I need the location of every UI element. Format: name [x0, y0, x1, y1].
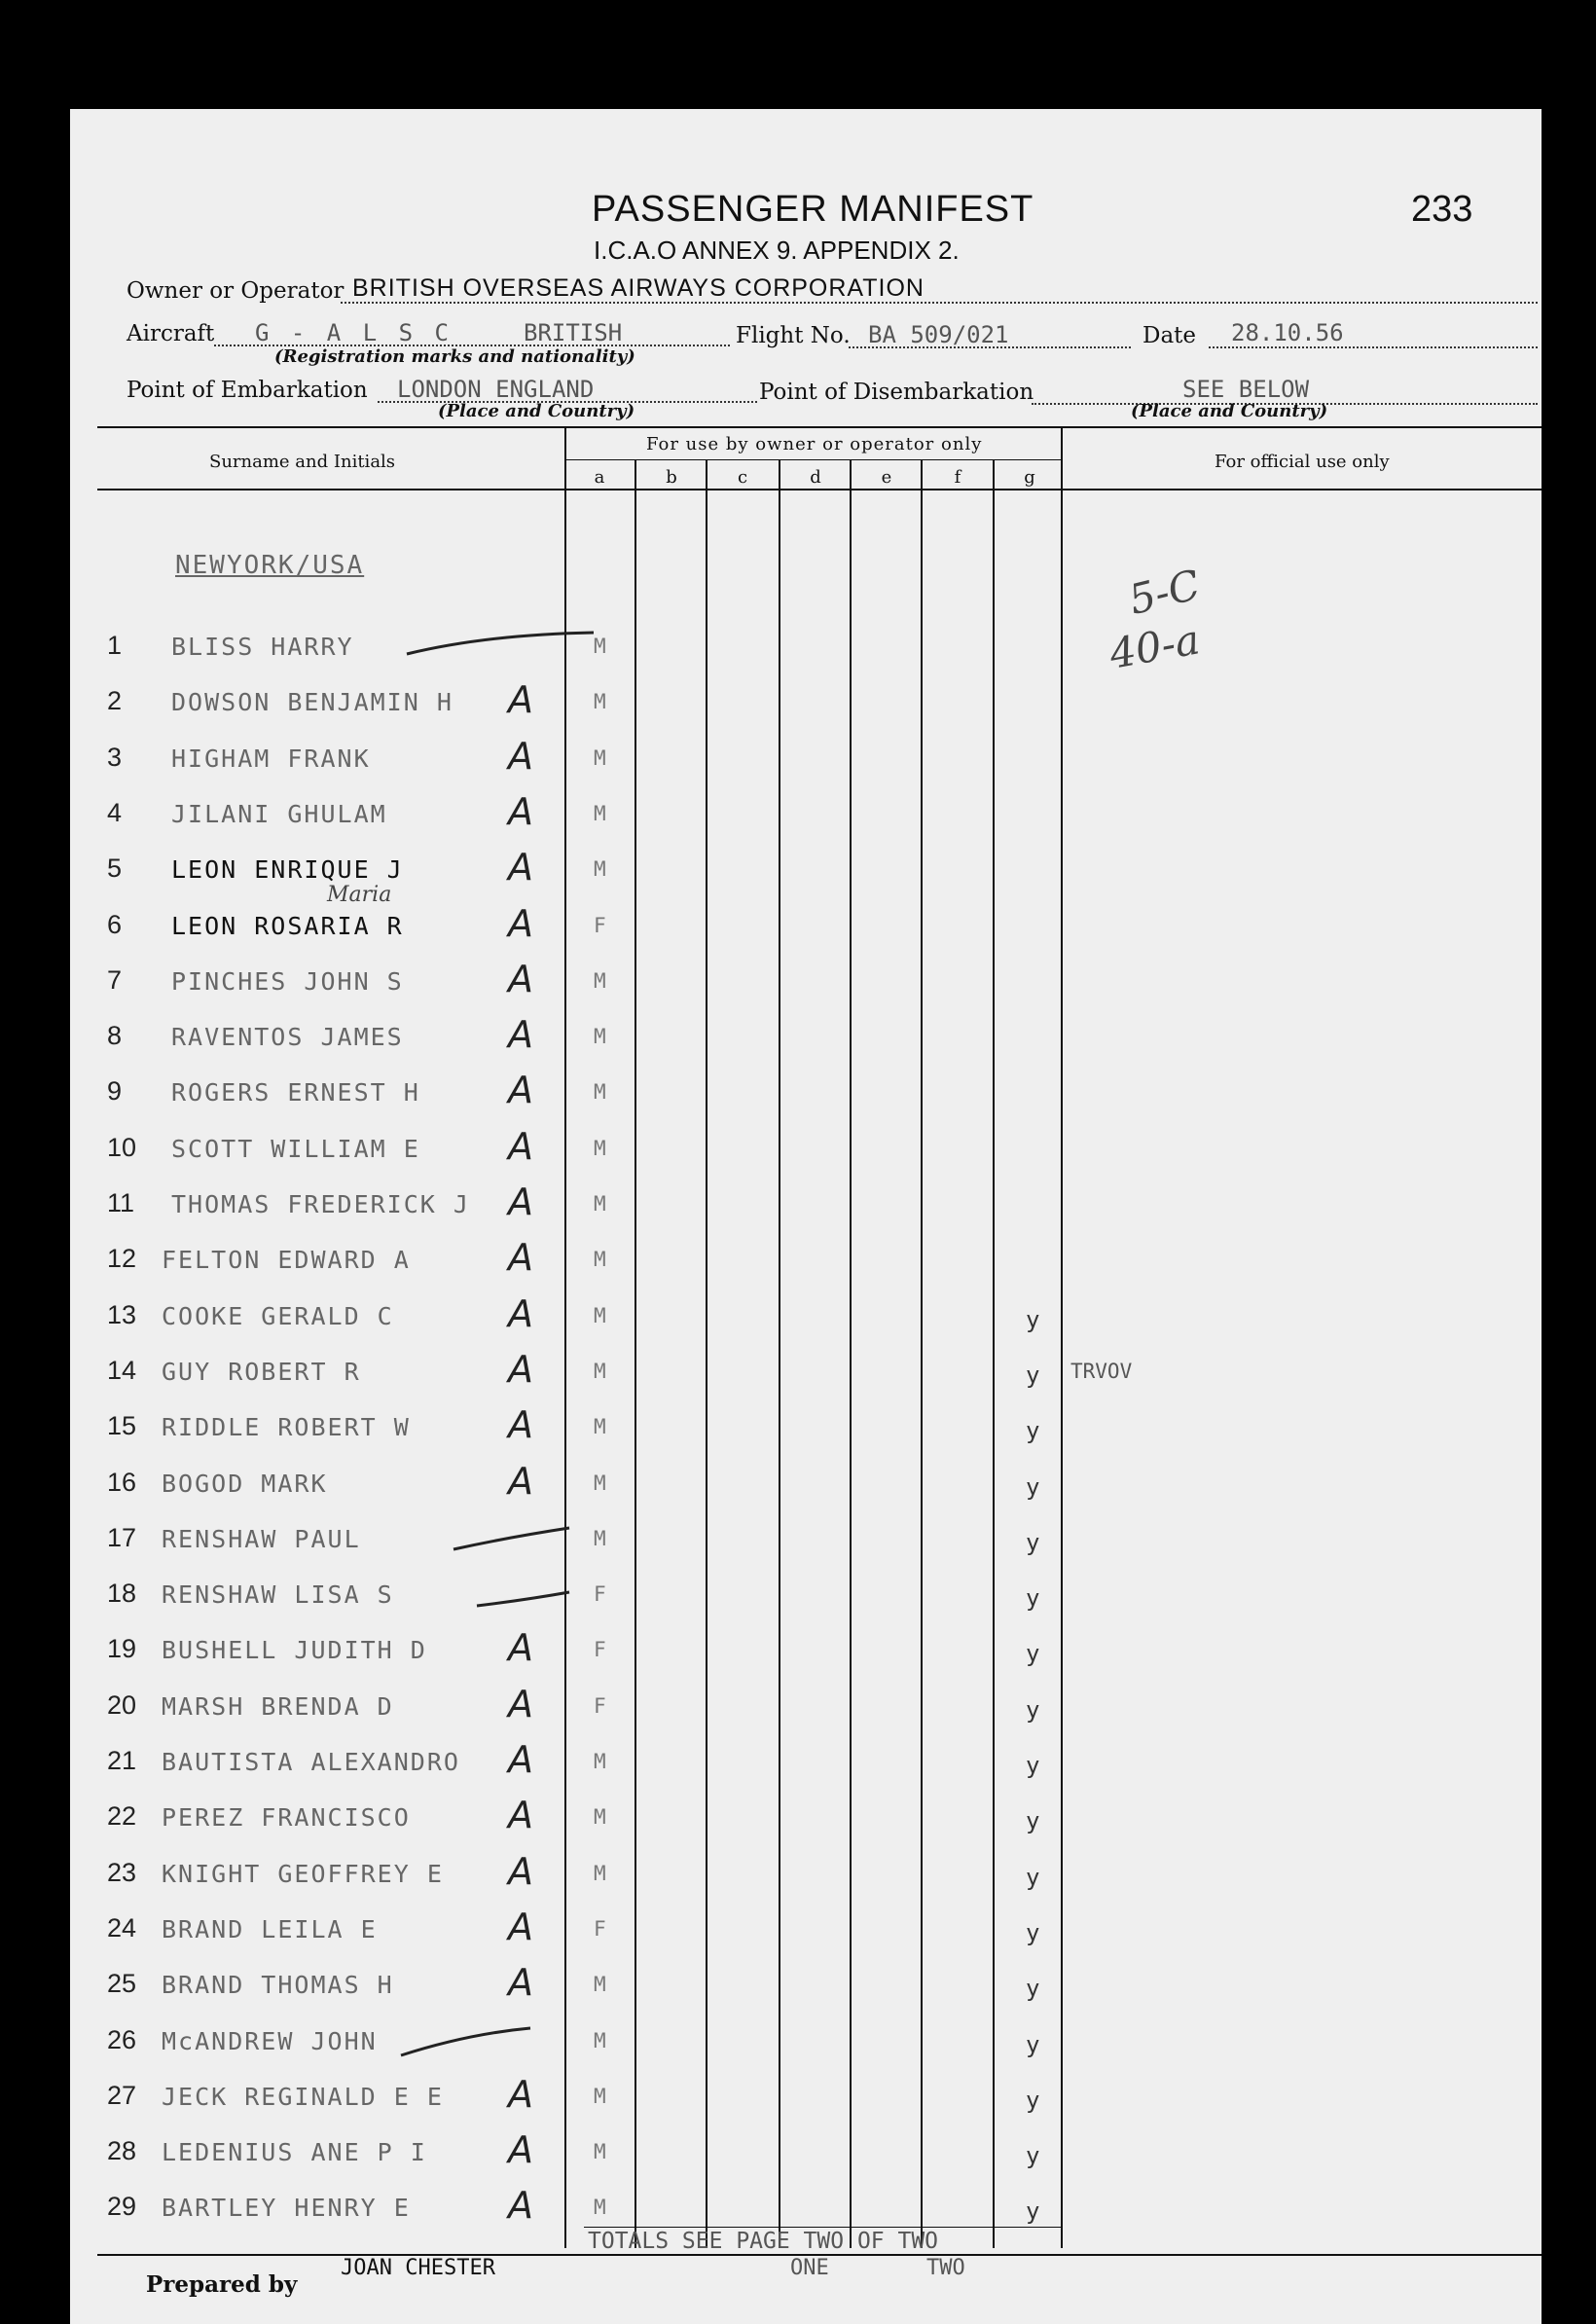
- col-header-f: f: [954, 467, 961, 488]
- row-number: 13: [107, 1300, 137, 1329]
- col-g-value: y: [1026, 1975, 1040, 2002]
- col-official-header: For official use only: [1215, 452, 1390, 472]
- sex-value: M: [594, 1527, 606, 1550]
- sex-value: M: [594, 2196, 606, 2219]
- aircraft-label: Aircraft: [127, 321, 215, 346]
- sex-value: M: [594, 1471, 606, 1495]
- col-header-b: b: [666, 467, 677, 488]
- status-mark: A: [508, 1683, 533, 1725]
- col-g-value: y: [1026, 1473, 1040, 1501]
- row-number: 23: [107, 1858, 137, 1887]
- page-number: 233: [1411, 189, 1473, 230]
- passenger-name: JECK REGINALD E E: [162, 2083, 444, 2111]
- status-mark: A: [508, 1850, 533, 1893]
- status-mark: A: [508, 1403, 533, 1446]
- passenger-name: BLISS HARRY: [171, 633, 354, 661]
- col-g-value: y: [1026, 1584, 1040, 1612]
- passenger-name: LEDENIUS ANE P I: [162, 2138, 427, 2166]
- row-number: 18: [107, 1579, 137, 1608]
- row-number: 1: [107, 631, 123, 660]
- flight-value: BA 509/021: [868, 321, 1009, 348]
- status-mark: A: [508, 2184, 533, 2227]
- totals-text: TOTALS SEE PAGE TWO OF TWO: [588, 2229, 939, 2254]
- status-mark: A: [508, 2128, 533, 2171]
- row-number: 3: [107, 743, 123, 772]
- correction-note: Maria: [327, 883, 392, 907]
- sex-value: F: [594, 1917, 606, 1941]
- disembarkation-sub-label: (Place and Country): [1131, 401, 1328, 421]
- owner-label: Owner or Operator: [127, 278, 345, 304]
- status-mark: A: [508, 958, 533, 1000]
- sex-value: M: [594, 2029, 606, 2052]
- destination-heading: NEWYORK/USA: [175, 551, 365, 580]
- passenger-name: FELTON EDWARD A: [162, 1246, 411, 1274]
- sex-value: M: [594, 1248, 606, 1271]
- manifest-title: PASSENGER MANIFEST: [592, 189, 1034, 230]
- sex-value: M: [594, 969, 606, 993]
- col-g-value: y: [1026, 2087, 1040, 2114]
- sex-value: F: [594, 1582, 606, 1606]
- sex-value: M: [594, 690, 606, 713]
- sex-value: M: [594, 802, 606, 825]
- prepared-by-value: JOAN CHESTER: [341, 2256, 495, 2280]
- col-header-e: e: [881, 467, 892, 488]
- sex-value: M: [594, 1192, 606, 1216]
- passenger-name: PINCHES JOHN S: [171, 967, 404, 996]
- passenger-name: BARTLEY HENRY E: [162, 2194, 411, 2222]
- margin-note-2: 40-a: [1106, 615, 1204, 678]
- status-mark: A: [508, 902, 533, 945]
- status-mark: A: [508, 1236, 533, 1279]
- col-g-value: y: [1026, 1640, 1040, 1667]
- row-number: 4: [107, 798, 123, 827]
- col-g-value: y: [1026, 1807, 1040, 1834]
- manifest-subtitle: I.C.A.O ANNEX 9. APPENDIX 2.: [594, 236, 960, 265]
- passenger-name: RENSHAW LISA S: [162, 1580, 394, 1609]
- status-mark: A: [508, 790, 533, 833]
- passenger-name: KNIGHT GEOFFREY E: [162, 1860, 444, 1888]
- sex-value: M: [594, 1750, 606, 1773]
- row-number: 24: [107, 1913, 137, 1943]
- row-number: 11: [107, 1188, 135, 1217]
- status-mark: A: [508, 735, 533, 778]
- col-owner-group-header: For use by owner or operator only: [646, 434, 983, 454]
- passenger-name: PEREZ FRANCISCO: [162, 1803, 411, 1832]
- col-g-value: y: [1026, 1529, 1040, 1556]
- sex-value: M: [594, 857, 606, 881]
- sex-value: M: [594, 1080, 606, 1104]
- status-mark: A: [508, 2073, 533, 2116]
- col-header-a: a: [594, 467, 605, 488]
- status-mark: A: [508, 1125, 533, 1168]
- embarkation-value: LONDON ENGLAND: [397, 376, 595, 403]
- embarkation-label: Point of Embarkation: [127, 378, 368, 403]
- passenger-name: SCOTT WILLIAM E: [171, 1135, 420, 1163]
- sex-value: M: [594, 1862, 606, 1885]
- passenger-name: JILANI GHULAM: [171, 800, 387, 828]
- passenger-name: THOMAS FREDERICK J: [171, 1190, 470, 1218]
- row-number: 9: [107, 1076, 123, 1106]
- aircraft-nationality: BRITISH: [524, 319, 623, 346]
- official-note: TRVOV: [1070, 1360, 1133, 1383]
- status-mark: A: [508, 1961, 533, 2004]
- sex-value: M: [594, 1304, 606, 1327]
- strike-row-17: [453, 1528, 569, 1549]
- row-number: 16: [107, 1468, 137, 1497]
- row-number: 12: [107, 1244, 137, 1273]
- passenger-name: BRAND THOMAS H: [162, 1971, 394, 1999]
- passenger-name: BAUTISTA ALEXANDRO: [162, 1748, 460, 1776]
- row-number: 20: [107, 1690, 137, 1720]
- row-number: 14: [107, 1356, 137, 1385]
- passenger-name: ROGERS ERNEST H: [171, 1078, 420, 1107]
- passenger-name: MARSH BRENDA D: [162, 1692, 394, 1721]
- owner-value: BRITISH OVERSEAS AIRWAYS CORPORATION: [352, 274, 925, 302]
- prepared-by-label: Prepared by: [146, 2271, 298, 2298]
- passenger-name: BUSHELL JUDITH D: [162, 1636, 427, 1664]
- date-value: 28.10.56: [1231, 319, 1344, 346]
- totals-page-one: ONE: [790, 2256, 829, 2280]
- sex-value: M: [594, 1805, 606, 1829]
- status-mark: A: [508, 846, 533, 889]
- date-label: Date: [1143, 323, 1197, 348]
- disembarkation-label: Point of Disembarkation: [759, 380, 1034, 405]
- status-mark: A: [508, 1906, 533, 1948]
- status-mark: A: [508, 1069, 533, 1111]
- sex-value: M: [594, 1360, 606, 1383]
- col-g-value: y: [1026, 1752, 1040, 1779]
- status-mark: A: [508, 678, 533, 721]
- aircraft-registration: G - A L S C: [255, 319, 453, 346]
- col-header-g: g: [1024, 467, 1035, 488]
- col-g-value: y: [1026, 1362, 1040, 1389]
- sex-value: F: [594, 1638, 606, 1661]
- passenger-name: McANDREW JOHN: [162, 2027, 378, 2055]
- row-number: 17: [107, 1523, 137, 1552]
- status-mark: A: [508, 1794, 533, 1836]
- col-header-c: c: [737, 467, 748, 488]
- row-number: 7: [107, 965, 123, 995]
- passenger-name: LEON ENRIQUE J: [171, 855, 404, 884]
- row-number: 27: [107, 2081, 137, 2110]
- row-number: 8: [107, 1021, 123, 1050]
- col-g-value: y: [1026, 1864, 1040, 1891]
- col-g-value: y: [1026, 1306, 1040, 1333]
- col-g-value: y: [1026, 2031, 1040, 2058]
- status-mark: A: [508, 1292, 533, 1335]
- totals-rule: [584, 2227, 1061, 2228]
- col-g-value: y: [1026, 1919, 1040, 1946]
- row-number: 21: [107, 1746, 137, 1775]
- strike-row-18: [477, 1592, 569, 1606]
- sex-value: M: [594, 635, 606, 658]
- row-number: 19: [107, 1634, 137, 1663]
- col-surname-header: Surname and Initials: [209, 452, 396, 472]
- passenger-name: COOKE GERALD C: [162, 1302, 394, 1330]
- passenger-name: GUY ROBERT R: [162, 1358, 361, 1386]
- strike-row-1: [407, 633, 594, 654]
- row-number: 26: [107, 2025, 137, 2054]
- row-number: 6: [107, 910, 123, 939]
- passenger-name: HIGHAM FRANK: [171, 744, 371, 773]
- disembarkation-value: SEE BELOW: [1182, 376, 1310, 403]
- passenger-name: RIDDLE ROBERT W: [162, 1413, 411, 1441]
- sex-value: F: [594, 914, 606, 937]
- status-mark: A: [508, 1738, 533, 1781]
- row-number: 2: [107, 686, 123, 715]
- sex-value: M: [594, 2085, 606, 2108]
- margin-note-1: 5-C: [1124, 560, 1205, 625]
- col-g-value: y: [1026, 1696, 1040, 1724]
- sex-value: M: [594, 2140, 606, 2163]
- aircraft-sub-label: (Registration marks and nationality): [274, 346, 635, 367]
- sex-value: M: [594, 1415, 606, 1438]
- row-number: 22: [107, 1801, 137, 1831]
- flight-label: Flight No.: [736, 323, 851, 348]
- sex-value: M: [594, 746, 606, 770]
- sex-value: M: [594, 1973, 606, 1996]
- passenger-name: RENSHAW PAUL: [162, 1525, 361, 1553]
- col-header-d: d: [810, 467, 821, 488]
- embarkation-sub-label: (Place and Country): [438, 401, 635, 421]
- col-g-value: y: [1026, 1417, 1040, 1444]
- sex-value: M: [594, 1025, 606, 1048]
- strike-row-26: [401, 2028, 530, 2055]
- passenger-name: LEON ROSARIA R: [171, 912, 404, 940]
- row-number: 5: [107, 853, 123, 883]
- status-mark: A: [508, 1348, 533, 1391]
- row-number: 25: [107, 1969, 137, 1998]
- col-g-value: y: [1026, 2197, 1040, 2225]
- row-number: 10: [107, 1133, 137, 1162]
- row-number: 15: [107, 1411, 137, 1440]
- passenger-name: BOGOD MARK: [162, 1470, 328, 1498]
- totals-page-two: TWO: [926, 2256, 965, 2280]
- passenger-name: RAVENTOS JAMES: [171, 1023, 404, 1051]
- status-mark: A: [508, 1460, 533, 1503]
- table-bottom-rule: [97, 2254, 1542, 2256]
- col-g-value: y: [1026, 2142, 1040, 2169]
- status-mark: A: [508, 1013, 533, 1056]
- status-mark: A: [508, 1180, 533, 1223]
- passenger-name: BRAND LEILA E: [162, 1915, 378, 1943]
- status-mark: A: [508, 1626, 533, 1669]
- sex-value: M: [594, 1137, 606, 1160]
- sex-value: F: [594, 1694, 606, 1718]
- row-number: 29: [107, 2192, 137, 2221]
- row-number: 28: [107, 2136, 137, 2165]
- passenger-name: DOWSON BENJAMIN H: [171, 688, 453, 716]
